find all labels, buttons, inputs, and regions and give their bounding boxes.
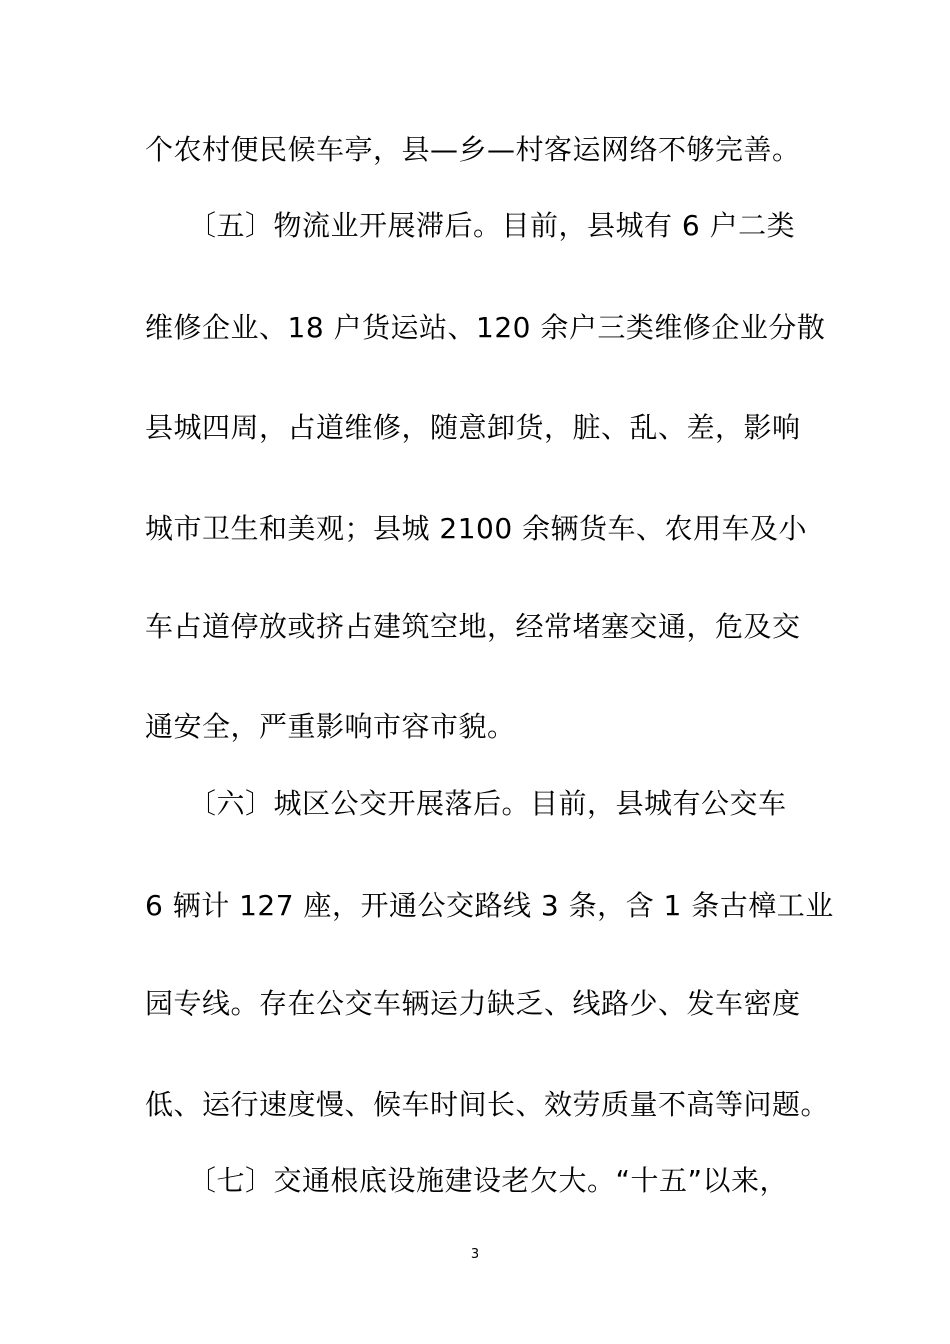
text-line: 个农村便民候车亭，县—乡—村客运网络不够完善。 [145,133,801,166]
page-number: 3 [470,1247,480,1262]
text-line: 城市卫生和美观；县城 2100 余辆货车、农用车及小 [145,512,808,545]
text-line: 维修企业、18 户货运站、120 余户三类维修企业分散 [145,311,826,344]
text-line: 〔七〕交通根底设施建设老欠大。“十五”以来， [145,1164,789,1197]
text-line: 通安全，严重影响市容市貌。 [145,710,516,743]
text-line: 园专线。存在公交车辆运力缺乏、线路少、发车密度 [145,987,801,1020]
text-line: 6 辆计 127 座，开通公交路线 3 条，含 1 条古樟工业 [145,889,834,922]
text-line: 低、运行速度慢、候车时间长、效劳质量不高等问题。 [145,1088,830,1121]
text-line: 车占道停放或挤占建筑空地，经常堵塞交通，危及交 [145,610,801,643]
text-line: 县城四周，占道维修，随意卸货，脏、乱、差，影响 [145,411,801,444]
text-line: 〔六〕城区公交开展落后。目前，县城有公交车 [145,787,787,820]
text-line: 〔五〕物流业开展滞后。目前，县城有 6 户二类 [145,209,796,242]
